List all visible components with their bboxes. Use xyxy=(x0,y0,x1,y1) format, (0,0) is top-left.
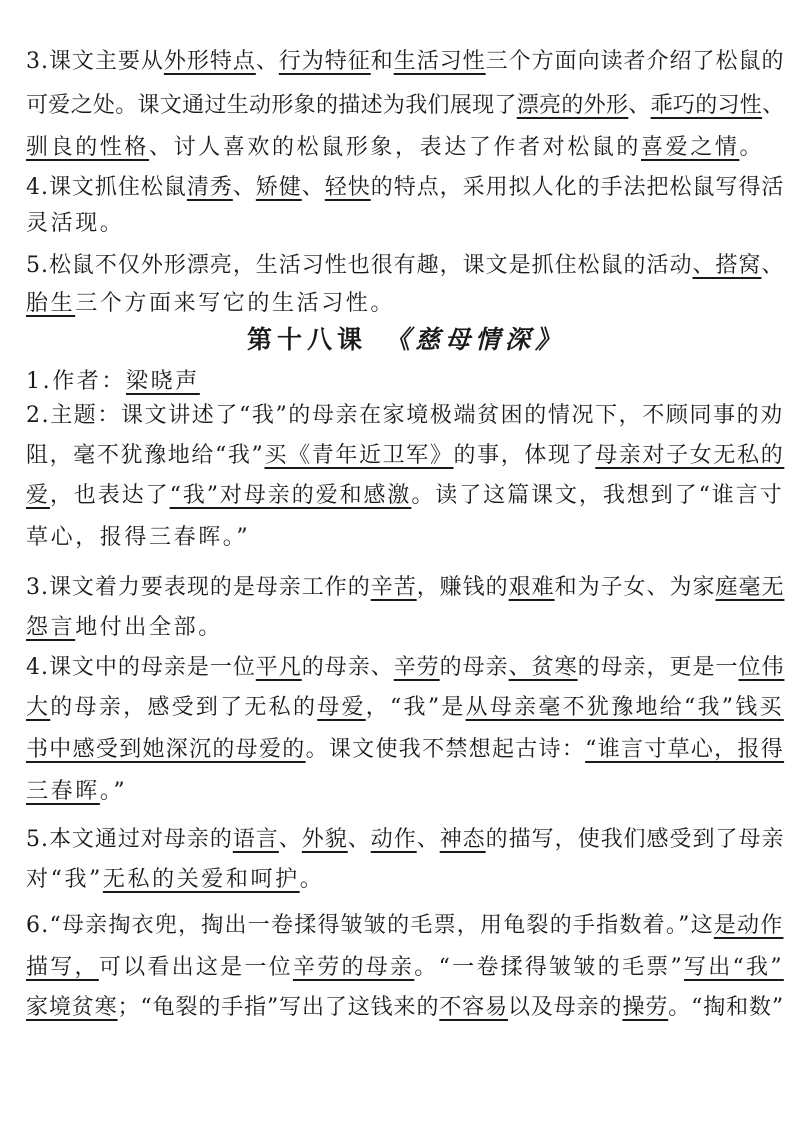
text-line: 3.课文主要从外形特点、行为特征和生活习性三个方面向读者介绍了松鼠的 xyxy=(26,49,785,74)
text-line: 草心，报得三春晖。” xyxy=(26,525,251,550)
text-line: 1.作者：梁晓声 xyxy=(26,369,200,394)
text-line: 6.“母亲掏衣兜，掏出一卷揉得皱皱的毛票，用龟裂的手指数着。”这是动作 xyxy=(26,913,784,938)
text-line: 灵活现。 xyxy=(26,211,125,236)
text-line: 胎生三个方面来写它的生活习性。 xyxy=(26,291,396,316)
text-line: 阻，毫不犹豫地给“我”买《青年近卫军》的事，体现了母亲对子女无私的 xyxy=(26,443,785,468)
text-line: 爱，也表达了“我”对母亲的爱和感激。读了这篇课文，我想到了“谁言寸 xyxy=(26,483,784,508)
text-line: 4.课文抓住松鼠清秀、矫健、轻快的特点，采用拟人化的手法把松鼠写得活 xyxy=(26,175,785,200)
text-line: 描写，可以看出这是一位辛劳的母亲。“一卷揉得皱皱的毛票”写出“我” xyxy=(26,955,784,980)
text-line: 5.本文通过对母亲的语言、外貌、动作、神态的描写，使我们感受到了母亲 xyxy=(26,827,785,852)
lesson-name: 《慈母情深》 xyxy=(385,325,566,354)
text-line: 2.主题：课文讲述了“我”的母亲在家境极端贫困的情况下，不顾同事的劝 xyxy=(26,403,784,428)
text-line: 书中感受到她深沉的母爱的。课文使我不禁想起古诗：“谁言寸草心，报得 xyxy=(26,737,785,762)
text-line: 4.课文中的母亲是一位平凡的母亲、辛劳的母亲、贫寒的母亲，更是一位伟 xyxy=(26,655,785,680)
text-line: 大的母亲，感受到了无私的母爱，“我”是从母亲毫不犹豫地给“我”钱买 xyxy=(26,695,784,720)
lesson-title xyxy=(26,322,786,358)
text-line: 三春晖。” xyxy=(26,779,128,804)
text-line: 驯良的性格、讨人喜欢的松鼠形象，表达了作者对松鼠的喜爱之情。 xyxy=(26,135,765,160)
text-line: 怨言地付出全部。 xyxy=(26,615,223,640)
lesson-number: 第十八课 xyxy=(246,325,367,354)
text-line: 对“我”无私的关爱和呵护。 xyxy=(26,867,325,892)
text-line: 可爱之处。课文通过生动形象的描述为我们展现了漂亮的外形、乖巧的习性、 xyxy=(26,93,785,118)
text-line: 家境贫寒；“龟裂的手指”写出了这钱来的不容易以及母亲的操劳。“掏和数” xyxy=(26,995,785,1020)
text-line: 3.课文着力要表现的是母亲工作的辛苦，赚钱的艰难和为子女、为家庭毫无 xyxy=(26,575,785,600)
text-line: 5.松鼠不仅外形漂亮，生活习性也很有趣，课文是抓住松鼠的活动、搭窝、 xyxy=(26,253,785,278)
